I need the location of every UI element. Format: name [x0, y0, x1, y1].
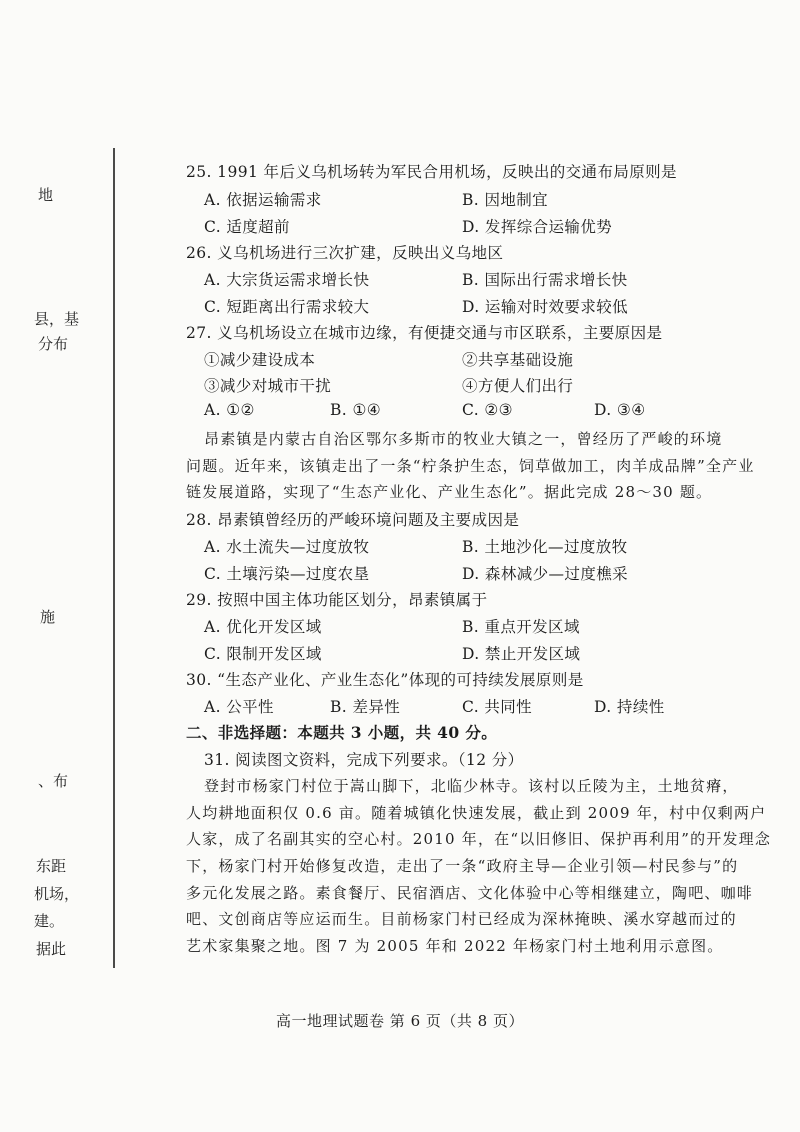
margin-fragment: 建。	[34, 912, 65, 930]
question-25-option-a: A. 依据运输需求	[204, 191, 322, 209]
question-26-stem: 26. 义乌机场进行三次扩建，反映出义乌地区	[186, 244, 504, 262]
margin-fragment: 机场，	[34, 885, 80, 903]
margin-fragment: 施	[40, 608, 56, 626]
passage-1-line: 问题。近年来，该镇走出了一条“柠条护生态，饲草做加工，肉羊成品牌”全产业	[186, 457, 755, 475]
question-27-option-c: C. ②③	[462, 401, 513, 419]
question-25-option-b: B. 因地制宜	[462, 191, 549, 209]
question-27-statement-4: ④方便人们出行	[462, 377, 574, 395]
question-30-stem: 30. “生态产业化、产业生态化”体现的可持续发展原则是	[186, 671, 584, 689]
margin-fragment: 县，基	[34, 310, 80, 328]
question-28-option-b: B. 土地沙化—过度放牧	[462, 538, 628, 556]
question-26-option-b: B. 国际出行需求增长快	[462, 271, 628, 289]
passage-2-line: 人均耕地面积仅 0.6 亩。随着城镇化快速发展，截止到 2009 年，村中仅剩两户	[186, 804, 767, 822]
section-2-heading: 二、非选择题：本题共 3 小题，共 40 分。	[186, 723, 498, 742]
question-27-statement-2: ②共享基础设施	[462, 351, 574, 369]
question-30-option-d: D. 持续性	[594, 698, 665, 716]
passage-1-line: 链发展道路，实现了“生态产业化、产业生态化”。据此完成 28～30 题。	[186, 483, 713, 501]
question-28-option-d: D. 森林减少—过度樵采	[462, 565, 629, 583]
question-27-statement-3: ③减少对城市干扰	[204, 377, 332, 395]
question-27-statement-1: ①减少建设成本	[204, 351, 316, 369]
passage-2-line: 艺术家集聚之地。图 7 为 2005 年和 2022 年杨家门村土地利用示意图。	[186, 937, 724, 955]
question-29-stem: 29. 按照中国主体功能区划分，昂素镇属于	[186, 591, 488, 609]
question-28-option-c: C. 土壤污染—过度农垦	[204, 565, 370, 583]
question-26-option-a: A. 大宗货运需求增长快	[204, 271, 370, 289]
passage-2-line: 吧、文创商店等应运而生。目前杨家门村已经成为深林掩映、溪水穿越而过的	[186, 910, 737, 928]
question-27-option-b: B. ①④	[330, 401, 382, 419]
passage-2-line: 人家，成了名副其实的空心村。2010 年，在“以旧修旧、保护再利用”的开发理念	[186, 830, 772, 848]
passage-2-line: 多元化发展之路。素食餐厅、民宿酒店、文化体验中心等相继建立，陶吧、咖啡	[186, 884, 754, 902]
question-31-stem: 31. 阅读图文资料，完成下列要求。（12 分）	[204, 751, 524, 769]
question-29-option-c: C. 限制开发区域	[204, 645, 322, 663]
question-25-stem: 25. 1991 年后义乌机场转为军民合用机场，反映出的交通布局原则是	[186, 163, 677, 181]
question-27-option-d: D. ③④	[594, 401, 646, 419]
question-29-option-d: D. 禁止开发区域	[462, 645, 581, 663]
passage-2-line: 登封市杨家门村位于嵩山脚下，北临少林寺。该村以丘陵为主，土地贫瘠，	[204, 777, 739, 795]
question-26-option-d: D. 运输对时效要求较低	[462, 298, 629, 316]
margin-fragment: 东距	[36, 857, 67, 875]
binding-margin-line	[113, 148, 115, 968]
question-25-option-d: D. 发挥综合运输优势	[462, 218, 613, 236]
question-25-option-c: C. 适度超前	[204, 218, 290, 236]
page-footer: 高一地理试题卷 第 6 页（共 8 页）	[276, 1012, 524, 1030]
question-27-stem: 27. 义乌机场设立在城市边缘，有便捷交通与市区联系，主要原因是	[186, 324, 663, 342]
question-28-option-a: A. 水土流失—过度放牧	[204, 538, 370, 556]
margin-fragment: 、布	[38, 772, 69, 790]
question-28-stem: 28. 昂素镇曾经历的严峻环境问题及主要成因是	[186, 511, 520, 529]
question-27-option-a: A. ①②	[204, 401, 255, 419]
margin-fragment: 分布	[38, 335, 69, 353]
margin-fragment: 据此	[36, 940, 67, 958]
question-30-option-b: B. 差异性	[330, 698, 401, 716]
question-29-option-a: A. 优化开发区域	[204, 618, 322, 636]
question-30-option-a: A. 公平性	[204, 698, 274, 716]
margin-fragment: 地	[38, 186, 54, 204]
question-30-option-c: C. 共同性	[462, 698, 533, 716]
passage-2-line: 下，杨家门村开始修复改造，走出了一条“政府主导—企业引领—村民参与”的	[186, 857, 739, 875]
question-26-option-c: C. 短距离出行需求较大	[204, 298, 370, 316]
passage-1-line: 昂素镇是内蒙古自治区鄂尔多斯市的牧业大镇之一，曾经历了严峻的环境	[204, 430, 723, 448]
question-29-option-b: B. 重点开发区域	[462, 618, 580, 636]
